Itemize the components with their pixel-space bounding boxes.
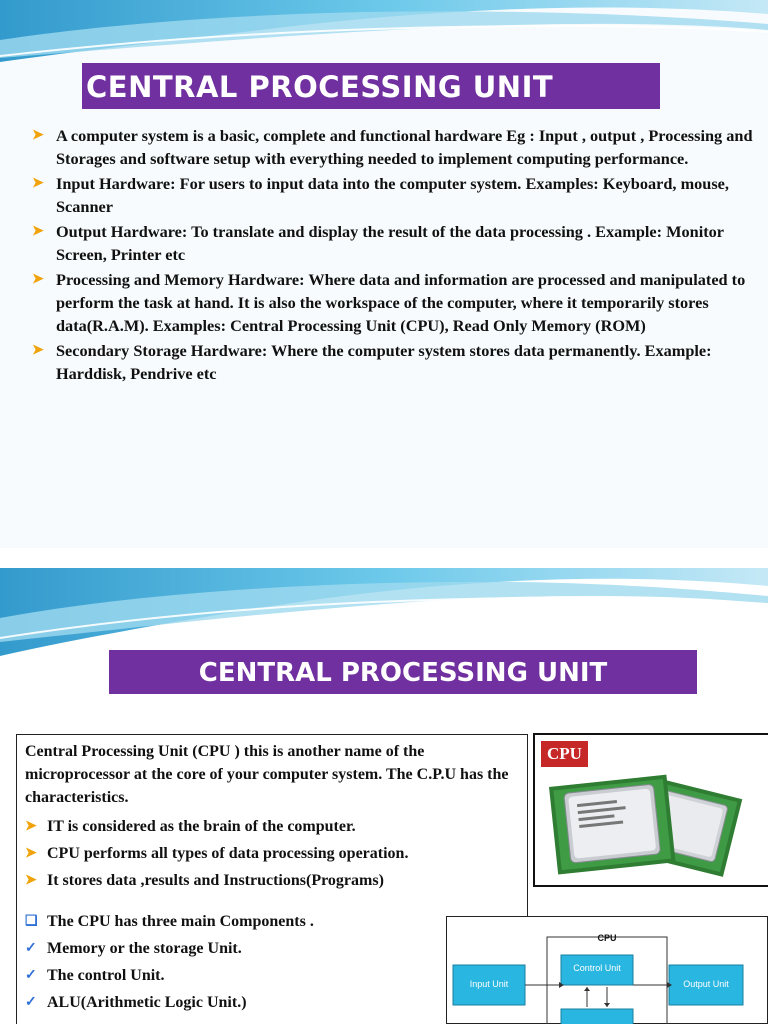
list-item: ➤ CPU performs all types of data processing operation.: [25, 840, 527, 867]
arrow-bullet-icon: ➤: [32, 272, 44, 287]
list-item: ✓ Memory or the storage Unit.: [25, 935, 527, 962]
slide-divider: [0, 548, 768, 568]
list-item: ➤ It stores data ,results and Instructions(Programs): [25, 867, 527, 894]
diagram-input-unit: Input Unit: [469, 979, 509, 989]
list-item: ➤ A computer system is a basic, complete and functional hardware Eg : Input , output , Processing and Storages and software setup with everything needed to implement computing performance.: [32, 126, 753, 168]
check-bullet-icon: ✓: [25, 995, 37, 1010]
bullet-list: [32, 124, 757, 387]
cpu-image: [533, 733, 768, 887]
arrow-bullet-icon: ➤: [32, 128, 44, 143]
diagram-title: CPU: [597, 933, 617, 943]
check-bullet-icon: ✓: [25, 968, 37, 983]
cpu-chip-illustration: [535, 735, 768, 885]
list-item: ➤ Input Hardware: For users to input data into the computer system. Examples: Keyboard, mouse, Scanner: [32, 174, 729, 216]
diagram-control-unit: Control Unit: [573, 963, 621, 973]
section-title: CENTRAL PROCESSING UNIT: [109, 650, 697, 694]
cpu-image-label: CPU: [541, 741, 588, 767]
list-item: ➤ Processing and Memory Hardware: Where data and information are processed and manipulated to perform the task at hand. It is also the workspace of the computer, where it temporarily stores data(R.A.M). Examples: Central Processing Unit (CPU), Read Only Memory (ROM): [32, 270, 746, 335]
list-item: ✓ ALU(Arithmetic Logic Unit.): [25, 989, 527, 1016]
list-item: ➤ IT is considered as the brain of the computer.: [25, 813, 527, 840]
arrow-bullet-icon: ➤: [25, 873, 37, 888]
slide-2: [0, 568, 768, 1024]
cpu-block-diagram: [446, 916, 768, 1024]
arrow-bullet-icon: ➤: [25, 819, 37, 834]
arrow-bullet-icon: ➤: [32, 343, 44, 358]
cpu-intro-text: Central Processing Unit (CPU ) this is another name of the microprocessor at the core of your computer system. The C.P.U has the characteristics.: [25, 743, 509, 806]
arrow-bullet-icon: ➤: [32, 224, 44, 239]
list-item: ➤ Output Hardware: To translate and display the result of the data processing . Example: Monitor Screen, Printer etc: [32, 222, 724, 264]
list-item: ➤ Secondary Storage Hardware: Where the computer system stores data permanently. Example: Harddisk, Pendrive etc: [32, 341, 712, 383]
characteristics-list: [25, 813, 527, 894]
list-item: ❑ The CPU has three main Components .: [25, 908, 527, 935]
page-title: CENTRAL PROCESSING UNIT: [82, 63, 660, 109]
list-item: ✓ The control Unit.: [25, 962, 527, 989]
arrow-bullet-icon: ➤: [32, 176, 44, 191]
square-bullet-icon: ❑: [25, 914, 38, 929]
arrow-bullet-icon: ➤: [25, 846, 37, 861]
check-bullet-icon: ✓: [25, 941, 37, 956]
diagram-output-unit: Output Unit: [683, 979, 729, 989]
